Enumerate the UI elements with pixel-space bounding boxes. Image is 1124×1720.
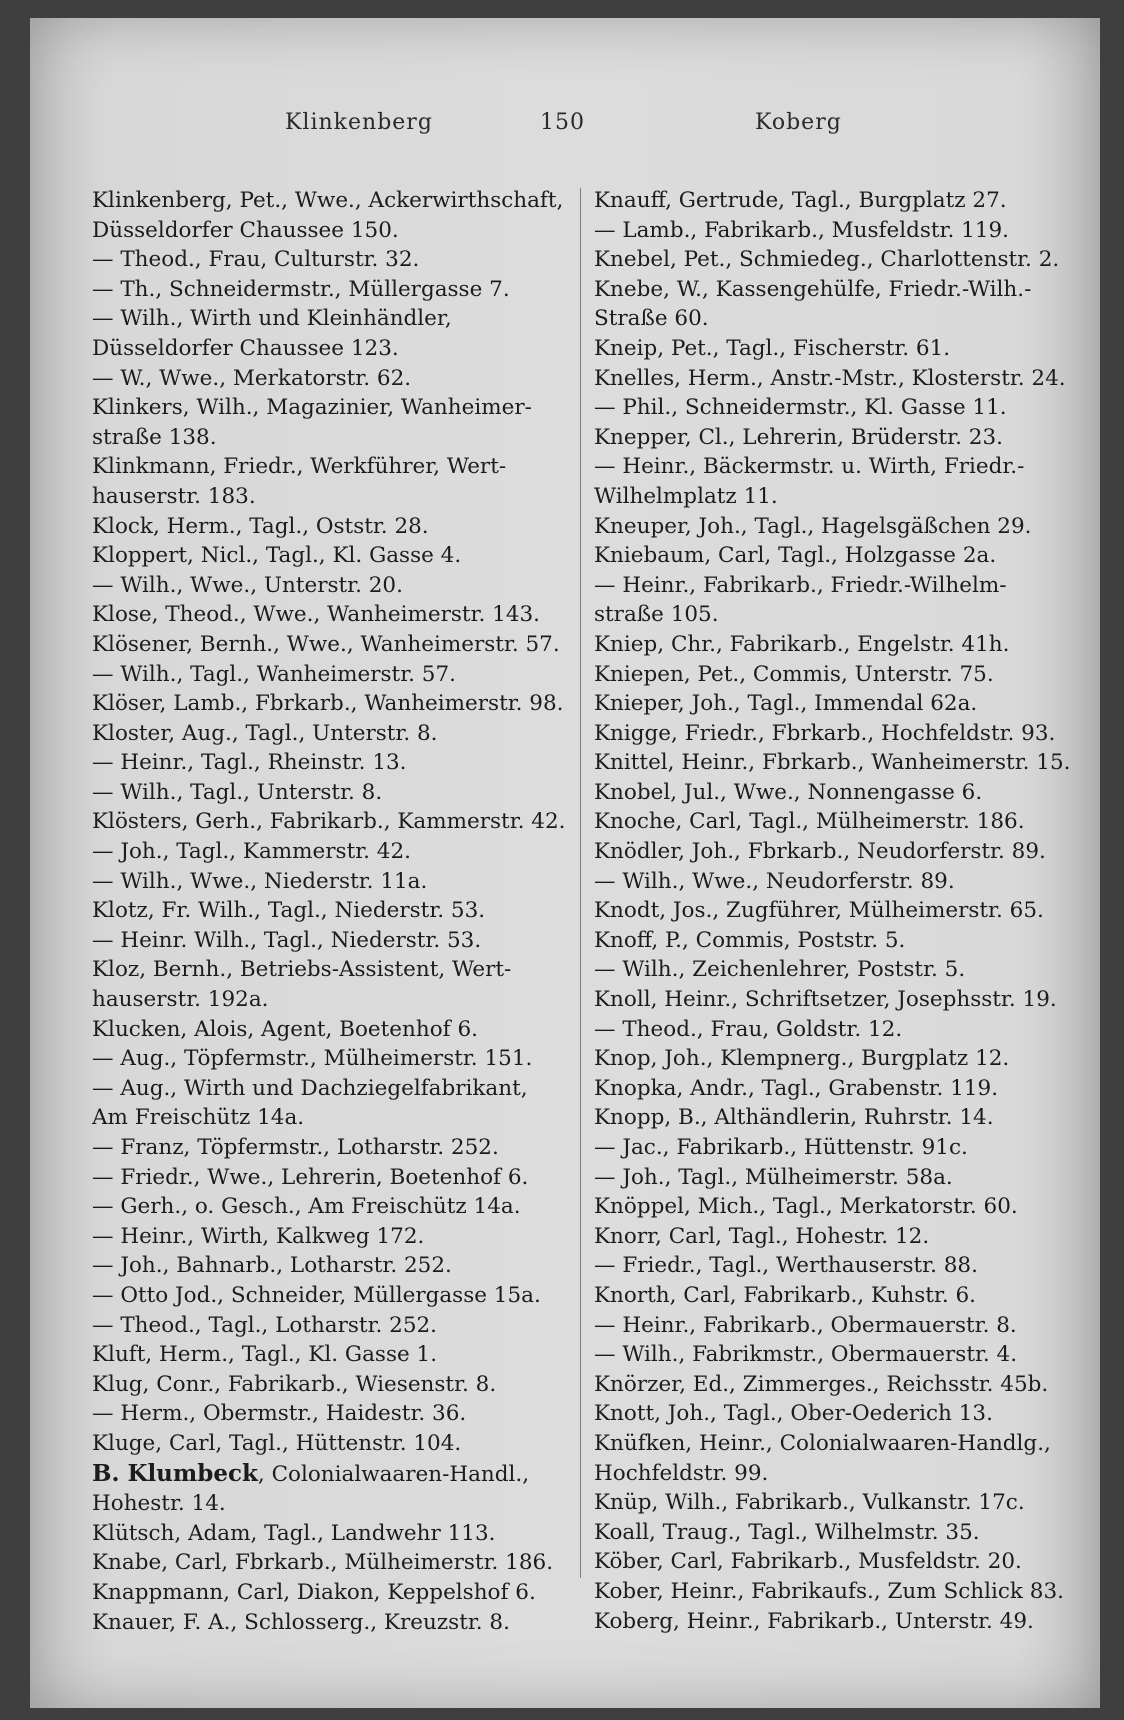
entry-line: hauserstr. 192a. — [92, 987, 269, 1013]
entry-line: Knabe, Carl, Fbrkarb., Mülheimerstr. 186. — [92, 1550, 554, 1576]
directory-entry — [594, 689, 1104, 719]
entry-line: Klock, Herm., Tagl., Oststr. 28. — [92, 513, 429, 539]
directory-entry — [594, 1281, 1104, 1311]
entry-line: Kober, Heinr., Fabrikaufs., Zum Schlick 83. — [594, 1578, 1064, 1604]
entry-line: Klinkenberg, Pet., Wwe., Ackerwirthschaft, — [92, 188, 564, 213]
directory-entry — [594, 1251, 1104, 1281]
directory-entry — [92, 1608, 612, 1638]
directory-entry — [594, 867, 1104, 897]
entry-line: Klose, Theod., Wwe., Wanheimerstr. 143. — [92, 602, 541, 628]
directory-entry — [594, 748, 1104, 778]
entry-line: Düsseldorfer Chaussee 123. — [92, 335, 399, 361]
entry-line: Düsseldorfer Chaussee 150. — [92, 217, 399, 243]
entry-line: Knüp, Wilh., Fabrikarb., Vulkanstr. 17c. — [594, 1490, 1025, 1516]
entry-line: Knödler, Joh., Fbrkarb., Neudorferstr. 89. — [594, 839, 1046, 865]
entry-line: — Joh., Bahnarb., Lotharstr. 252. — [92, 1253, 452, 1279]
directory-entry — [92, 660, 612, 690]
directory-entry — [594, 778, 1104, 808]
directory-entry — [92, 304, 612, 363]
right-column — [594, 186, 1104, 1636]
directory-entry — [594, 1044, 1104, 1074]
directory-entry — [92, 807, 612, 837]
directory-entry — [594, 630, 1104, 660]
directory-entry — [594, 216, 1104, 246]
column-divider — [580, 188, 581, 1578]
entry-line: Kniepen, Pet., Commis, Unterstr. 75. — [594, 661, 994, 687]
directory-entry — [594, 719, 1104, 749]
directory-entry — [594, 571, 1104, 630]
entry-line: Hochfeldstr. 99. — [594, 1460, 769, 1486]
directory-entry — [594, 541, 1104, 571]
entry-line: Koall, Traug., Tagl., Wilhelmstr. 35. — [594, 1519, 980, 1545]
directory-entry — [92, 452, 612, 511]
directory-entry — [92, 1044, 612, 1074]
entry-line: Knorth, Carl, Fabrikarb., Kuhstr. 6. — [594, 1282, 977, 1308]
directory-entry — [594, 1340, 1104, 1370]
directory-entry — [594, 512, 1104, 542]
entry-line: Knittel, Heinr., Fbrkarb., Wanheimerstr. 15. — [594, 750, 1071, 776]
directory-entry — [594, 1399, 1104, 1429]
directory-entry — [92, 1340, 612, 1370]
entry-line: Kloz, Bernh., Betriebs-Assistent, Wert- — [92, 957, 512, 983]
directory-entry — [92, 245, 612, 275]
entry-line: — Wilh., Fabrikmstr., Obermauerstr. 4. — [594, 1342, 1018, 1368]
entry-line: — Friedr., Tagl., Werthauserstr. 88. — [594, 1253, 978, 1279]
entry-line: Klösters, Gerh., Fabrikarb., Kammerstr. 42. — [92, 809, 566, 835]
entry-line: Knieper, Joh., Tagl., Immendal 62a. — [594, 691, 978, 717]
entry-line: — Wilh., Tagl., Unterstr. 8. — [92, 779, 383, 805]
directory-entry — [92, 867, 612, 897]
entry-line: Knüfken, Heinr., Colonialwaaren-Handlg., — [594, 1430, 1051, 1456]
directory-entry — [92, 1192, 612, 1222]
advertiser-name: B. Klumbeck — [92, 1459, 258, 1487]
entry-line: straße 105. — [594, 602, 719, 628]
entry-line: Knott, Joh., Tagl., Ober-Oederich 13. — [594, 1401, 993, 1427]
entry-line: — Th., Schneidermstr., Müllergasse 7. — [92, 276, 510, 302]
directory-entry — [594, 896, 1104, 926]
directory-entry — [594, 1488, 1104, 1518]
directory-entry — [92, 1074, 612, 1133]
entry-line: — Wilh., Zeichenlehrer, Poststr. 5. — [594, 957, 966, 983]
entry-line: — Phil., Schneidermstr., Kl. Gasse 11. — [594, 395, 1007, 421]
directory-entry — [594, 1577, 1104, 1607]
directory-entry — [92, 571, 612, 601]
directory-entry — [92, 541, 612, 571]
directory-entry — [594, 1518, 1104, 1548]
directory-entry — [92, 689, 612, 719]
directory-entry — [594, 1607, 1104, 1637]
entry-line: Knöppel, Mich., Tagl., Merkatorstr. 60. — [594, 1194, 1018, 1220]
directory-entry — [92, 630, 612, 660]
directory-entry — [594, 1133, 1104, 1163]
entry-line: Knopp, B., Althändlerin, Ruhrstr. 14. — [594, 1105, 994, 1131]
entry-line: — Aug., Töpfermstr., Mülheimerstr. 151. — [92, 1046, 533, 1072]
entry-line: Kloster, Aug., Tagl., Unterstr. 8. — [92, 720, 438, 746]
directory-entry — [594, 1103, 1104, 1133]
directory-entry — [92, 186, 612, 245]
directory-entry — [92, 1163, 612, 1193]
directory-entry — [594, 423, 1104, 453]
directory-entry — [594, 807, 1104, 837]
entry-line: — Otto Jod., Schneider, Müllergasse 15a. — [92, 1282, 541, 1308]
directory-entry — [92, 1548, 612, 1578]
directory-entry — [594, 660, 1104, 690]
entry-line: — Lamb., Fabrikarb., Musfeldstr. 119. — [594, 217, 1010, 243]
entry-line: Knebe, W., Kassengehülfe, Friedr.-Wilh.- — [594, 276, 1032, 302]
entry-line: Kniebaum, Carl, Tagl., Holzgasse 2a. — [594, 543, 997, 569]
entry-line: Am Freischütz 14a. — [92, 1105, 305, 1131]
directory-entry — [92, 1015, 612, 1045]
entry-line: Knorr, Carl, Tagl., Hohestr. 12. — [594, 1223, 930, 1249]
entry-line: Kloppert, Nicl., Tagl., Kl. Gasse 4. — [92, 543, 462, 569]
directory-entry — [92, 748, 612, 778]
entry-line: — Franz, Töpfermstr., Lotharstr. 252. — [92, 1135, 499, 1160]
directory-entry — [92, 955, 612, 1014]
entry-line: Klotz, Fr. Wilh., Tagl., Niederstr. 53. — [92, 898, 486, 924]
directory-entry — [92, 1519, 612, 1549]
entry-line: Knappmann, Carl, Diakon, Keppelshof 6. — [92, 1579, 536, 1605]
entry-line: Klinkmann, Friedr., Werkführer, Wert- — [92, 454, 507, 480]
entry-line: Knörzer, Ed., Zimmerges., Reichsstr. 45b. — [594, 1371, 1049, 1397]
directory-entry — [92, 896, 612, 926]
entry-line: — Theod., Frau, Culturstr. 32. — [92, 247, 420, 273]
directory-entry — [92, 1251, 612, 1281]
directory-entry — [92, 364, 612, 394]
entry-line: Kluge, Carl, Tagl., Hüttenstr. 104. — [92, 1430, 462, 1456]
entry-line: hauserstr. 183. — [92, 483, 256, 509]
entry-line: Klösener, Bernh., Wwe., Wanheimerstr. 57. — [92, 631, 560, 657]
entry-line: Knelles, Herm., Anstr.-Mstr., Klosterstr. 24. — [594, 365, 1066, 391]
directory-entry — [92, 1370, 612, 1400]
directory-entry — [92, 275, 612, 305]
directory-entry — [594, 1192, 1104, 1222]
entry-line: Koberg, Heinr., Fabrikarb., Unterstr. 49. — [594, 1608, 1034, 1634]
directory-entry — [594, 1547, 1104, 1577]
entry-line: — W., Wwe., Merkatorstr. 62. — [92, 365, 412, 391]
entry-line: Klöser, Lamb., Fbrkarb., Wanheimerstr. 98. — [92, 691, 564, 717]
directory-entry — [92, 600, 612, 630]
entry-line: — Heinr., Tagl., Rheinstr. 13. — [92, 750, 407, 776]
entry-line: — Joh., Tagl., Mülheimerstr. 58a. — [594, 1164, 953, 1190]
directory-entry — [594, 364, 1104, 394]
header-right-catchword: Koberg — [755, 110, 842, 135]
entry-line: — Wilh., Wwe., Neudorferstr. 89. — [594, 868, 955, 894]
entry-line: Knop, Joh., Klempnerg., Burgplatz 12. — [594, 1046, 1010, 1072]
entry-line: Knigge, Friedr., Fbrkarb., Hochfeldstr. 93. — [594, 720, 1056, 746]
entry-line: Klucken, Alois, Agent, Boetenhof 6. — [92, 1016, 478, 1042]
entry-line: Knoche, Carl, Tagl., Mülheimerstr. 186. — [594, 809, 1025, 835]
directory-entry — [594, 245, 1104, 275]
entry-line: Hohestr. 14. — [92, 1491, 226, 1517]
entry-line: Kneuper, Joh., Tagl., Hagelsgäßchen 29. — [594, 513, 1032, 539]
directory-entry — [92, 1133, 612, 1163]
entry-line: — Heinr., Bäckermstr. u. Wirth, Friedr.- — [594, 454, 1025, 480]
directory-entry — [594, 1015, 1104, 1045]
directory-entry — [92, 1429, 612, 1459]
entry-line: Knebel, Pet., Schmiedeg., Charlottenstr. 2. — [594, 247, 1060, 273]
entry-line: straße 138. — [92, 424, 217, 450]
entry-line: — Heinr., Fabrikarb., Obermauerstr. 8. — [594, 1312, 1017, 1338]
directory-entry — [92, 719, 612, 749]
entry-line: Wilhelmplatz 11. — [594, 483, 778, 509]
entry-line: — Heinr. Wilh., Tagl., Niederstr. 53. — [92, 927, 482, 953]
directory-entry — [594, 837, 1104, 867]
directory-entry — [92, 1281, 612, 1311]
entry-line: B. Klumbeck, Colonialwaaren-Handl., — [92, 1459, 530, 1487]
entry-line: Klug, Conr., Fabrikarb., Wiesenstr. 8. — [92, 1371, 497, 1397]
directory-entry — [92, 926, 612, 956]
entry-line: Klinkers, Wilh., Magazinier, Wanheimer- — [92, 395, 532, 421]
directory-entry — [92, 1311, 612, 1341]
entry-line: Knopka, Andr., Tagl., Grabenstr. 119. — [594, 1075, 999, 1101]
entry-line: — Jac., Fabrikarb., Hüttenstr. 91c. — [594, 1135, 968, 1160]
header-left-catchword: Klinkenberg — [285, 110, 433, 135]
directory-entry — [594, 1370, 1104, 1400]
entry-line: — Gerh., o. Gesch., Am Freischütz 14a. — [92, 1194, 521, 1220]
directory-entry — [594, 393, 1104, 423]
directory-entry — [594, 955, 1104, 985]
directory-entry — [92, 512, 612, 542]
directory-entry — [92, 837, 612, 867]
entry-line: Köber, Carl, Fabrikarb., Musfeldstr. 20. — [594, 1549, 1022, 1575]
directory-entry — [92, 1222, 612, 1252]
directory-entry — [594, 985, 1104, 1015]
directory-entry — [594, 275, 1104, 334]
directory-entry — [594, 1074, 1104, 1104]
entry-line: Knauff, Gertrude, Tagl., Burgplatz 27. — [594, 188, 1007, 213]
directory-entry — [594, 1163, 1104, 1193]
entry-line: Knauer, F. A., Schlosserg., Kreuzstr. 8. — [92, 1609, 510, 1635]
directory-entry — [594, 926, 1104, 956]
page-number: 150 — [540, 110, 585, 135]
entry-line: Knoff, P., Commis, Poststr. 5. — [594, 927, 906, 953]
entry-line: — Theod., Tagl., Lotharstr. 252. — [92, 1312, 438, 1338]
directory-entry — [594, 1311, 1104, 1341]
directory-entry — [92, 778, 612, 808]
entry-line: Knobel, Jul., Wwe., Nonnengasse 6. — [594, 779, 983, 805]
entry-line: Knodt, Jos., Zugführer, Mülheimerstr. 65. — [594, 898, 1044, 924]
entry-line: — Joh., Tagl., Kammerstr. 42. — [92, 839, 411, 865]
entry-line: Straße 60. — [594, 306, 709, 332]
entry-line: — Theod., Frau, Goldstr. 12. — [594, 1016, 903, 1042]
entry-line: — Friedr., Wwe., Lehrerin, Boetenhof 6. — [92, 1164, 529, 1190]
directory-entry — [92, 1459, 612, 1519]
entry-line: — Wilh., Wwe., Unterstr. 20. — [92, 572, 403, 598]
entry-line: — Herm., Obermstr., Haidestr. 36. — [92, 1401, 467, 1427]
entry-line: Kniep, Chr., Fabrikarb., Engelstr. 41h. — [594, 631, 1010, 657]
directory-entry — [92, 393, 612, 452]
entry-line: Kneip, Pet., Tagl., Fischerstr. 61. — [594, 335, 951, 361]
entry-line: — Heinr., Fabrikarb., Friedr.-Wilhelm- — [594, 572, 1007, 598]
directory-entry — [594, 452, 1104, 511]
directory-entry — [594, 1222, 1104, 1252]
directory-page — [30, 18, 1100, 1708]
directory-entry — [92, 1399, 612, 1429]
entry-line: — Wilh., Wirth und Kleinhändler, — [92, 306, 452, 332]
entry-line: Knoll, Heinr., Schriftsetzer, Josephsstr. 19. — [594, 987, 1057, 1013]
entry-line: Knepper, Cl., Lehrerin, Brüderstr. 23. — [594, 424, 1003, 450]
entry-line: — Wilh., Wwe., Niederstr. 11a. — [92, 868, 428, 894]
directory-entry — [594, 334, 1104, 364]
entry-line: — Heinr., Wirth, Kalkweg 172. — [92, 1223, 425, 1249]
entry-line: — Aug., Wirth und Dachziegelfabrikant, — [92, 1075, 528, 1101]
directory-entry — [92, 1578, 612, 1608]
left-column — [92, 186, 612, 1637]
entry-line: Klütsch, Adam, Tagl., Landwehr 113. — [92, 1520, 496, 1546]
entry-line: — Wilh., Tagl., Wanheimerstr. 57. — [92, 661, 456, 687]
directory-entry — [594, 1429, 1104, 1488]
entry-line: Kluft, Herm., Tagl., Kl. Gasse 1. — [92, 1342, 438, 1368]
directory-entry — [594, 186, 1104, 216]
